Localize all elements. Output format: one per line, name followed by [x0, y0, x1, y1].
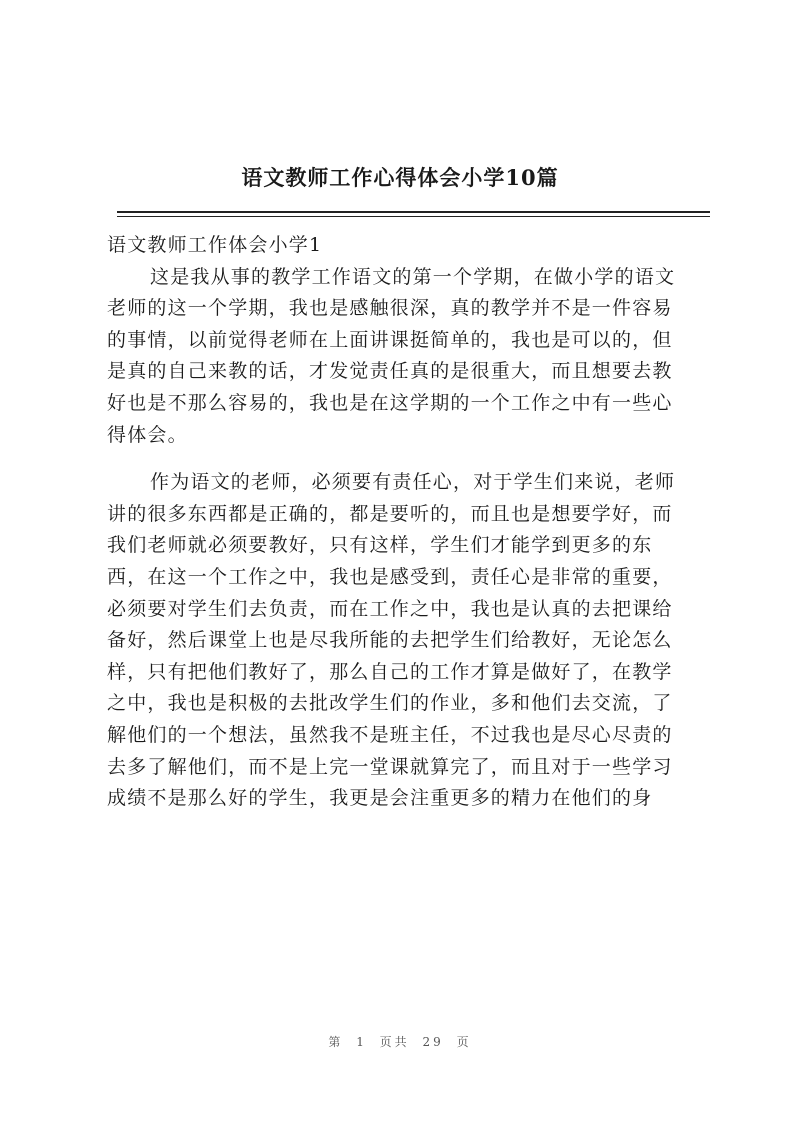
paragraph-line: 成绩不是那么好的学生，我更是会注重更多的精力在他们的身	[107, 787, 653, 810]
page-footer	[0, 1033, 800, 1050]
paragraph-line: 之中，我也是积极的去批改学生们的作业，多和他们去交流，了	[107, 692, 673, 715]
paragraph-2	[107, 467, 707, 815]
paragraph-line: 这是我从事的教学工作语文的第一个学期，在做小学的语文	[150, 265, 676, 288]
paragraph-line: 得体会。	[107, 423, 188, 446]
footer-current-page: 1	[356, 1035, 367, 1049]
paragraph-line: 样，只有把他们教好了，那么自己的工作才算是做好了，在教学	[107, 660, 673, 683]
paragraph-line: 老师的这一个学期，我也是感触很深，真的教学并不是一件容易	[107, 297, 673, 320]
footer-middle: 页共	[379, 1035, 410, 1049]
paragraph-line: 备好，然后课堂上也是尽我所能的去把学生们给教好，无论怎么	[107, 629, 673, 652]
footer-suffix: 页	[456, 1035, 472, 1049]
paragraph-line: 好也是不那么容易的，我也是在这学期的一个工作之中有一些心	[107, 391, 673, 414]
section-heading: 语文教师工作体会小学1	[107, 234, 323, 256]
paragraph-line: 的事情，以前觉得老师在上面讲课挺简单的，我也是可以的，但	[107, 328, 673, 351]
document-title: 语文教师工作心得体会小学10篇	[241, 165, 559, 190]
document-body	[107, 230, 707, 831]
paragraph-line: 去多了解他们，而不是上完一堂课就算完了，而且对于一些学习	[107, 755, 673, 778]
paragraph-line: 我们老师就必须要教好，只有这样，学生们才能学到更多的东	[107, 534, 653, 557]
paragraph-line: 是真的自己来教的话，才发觉责任真的是很重大，而且想要去教	[107, 360, 673, 383]
title-underline-thick	[117, 211, 710, 213]
paragraph-line: 作为语文的老师，必须要有责任心，对于学生们来说，老师	[150, 471, 676, 494]
footer-total-pages: 29	[422, 1035, 444, 1049]
paragraph-line: 讲的很多东西都是正确的，都是要听的，而且也是想要学好，而	[107, 502, 673, 525]
title-underline-thin	[117, 216, 710, 217]
paragraph-line: 解他们的一个想法，虽然我不是班主任，不过我也是尽心尽责的	[107, 723, 673, 746]
paragraph-line: 必须要对学生们去负责，而在工作之中，我也是认真的去把课给	[107, 597, 673, 620]
paragraph-1	[107, 262, 707, 452]
footer-prefix: 第	[328, 1035, 344, 1049]
paragraph-line: 西，在这一个工作之中，我也是感受到，责任心是非常的重要，	[107, 565, 673, 588]
